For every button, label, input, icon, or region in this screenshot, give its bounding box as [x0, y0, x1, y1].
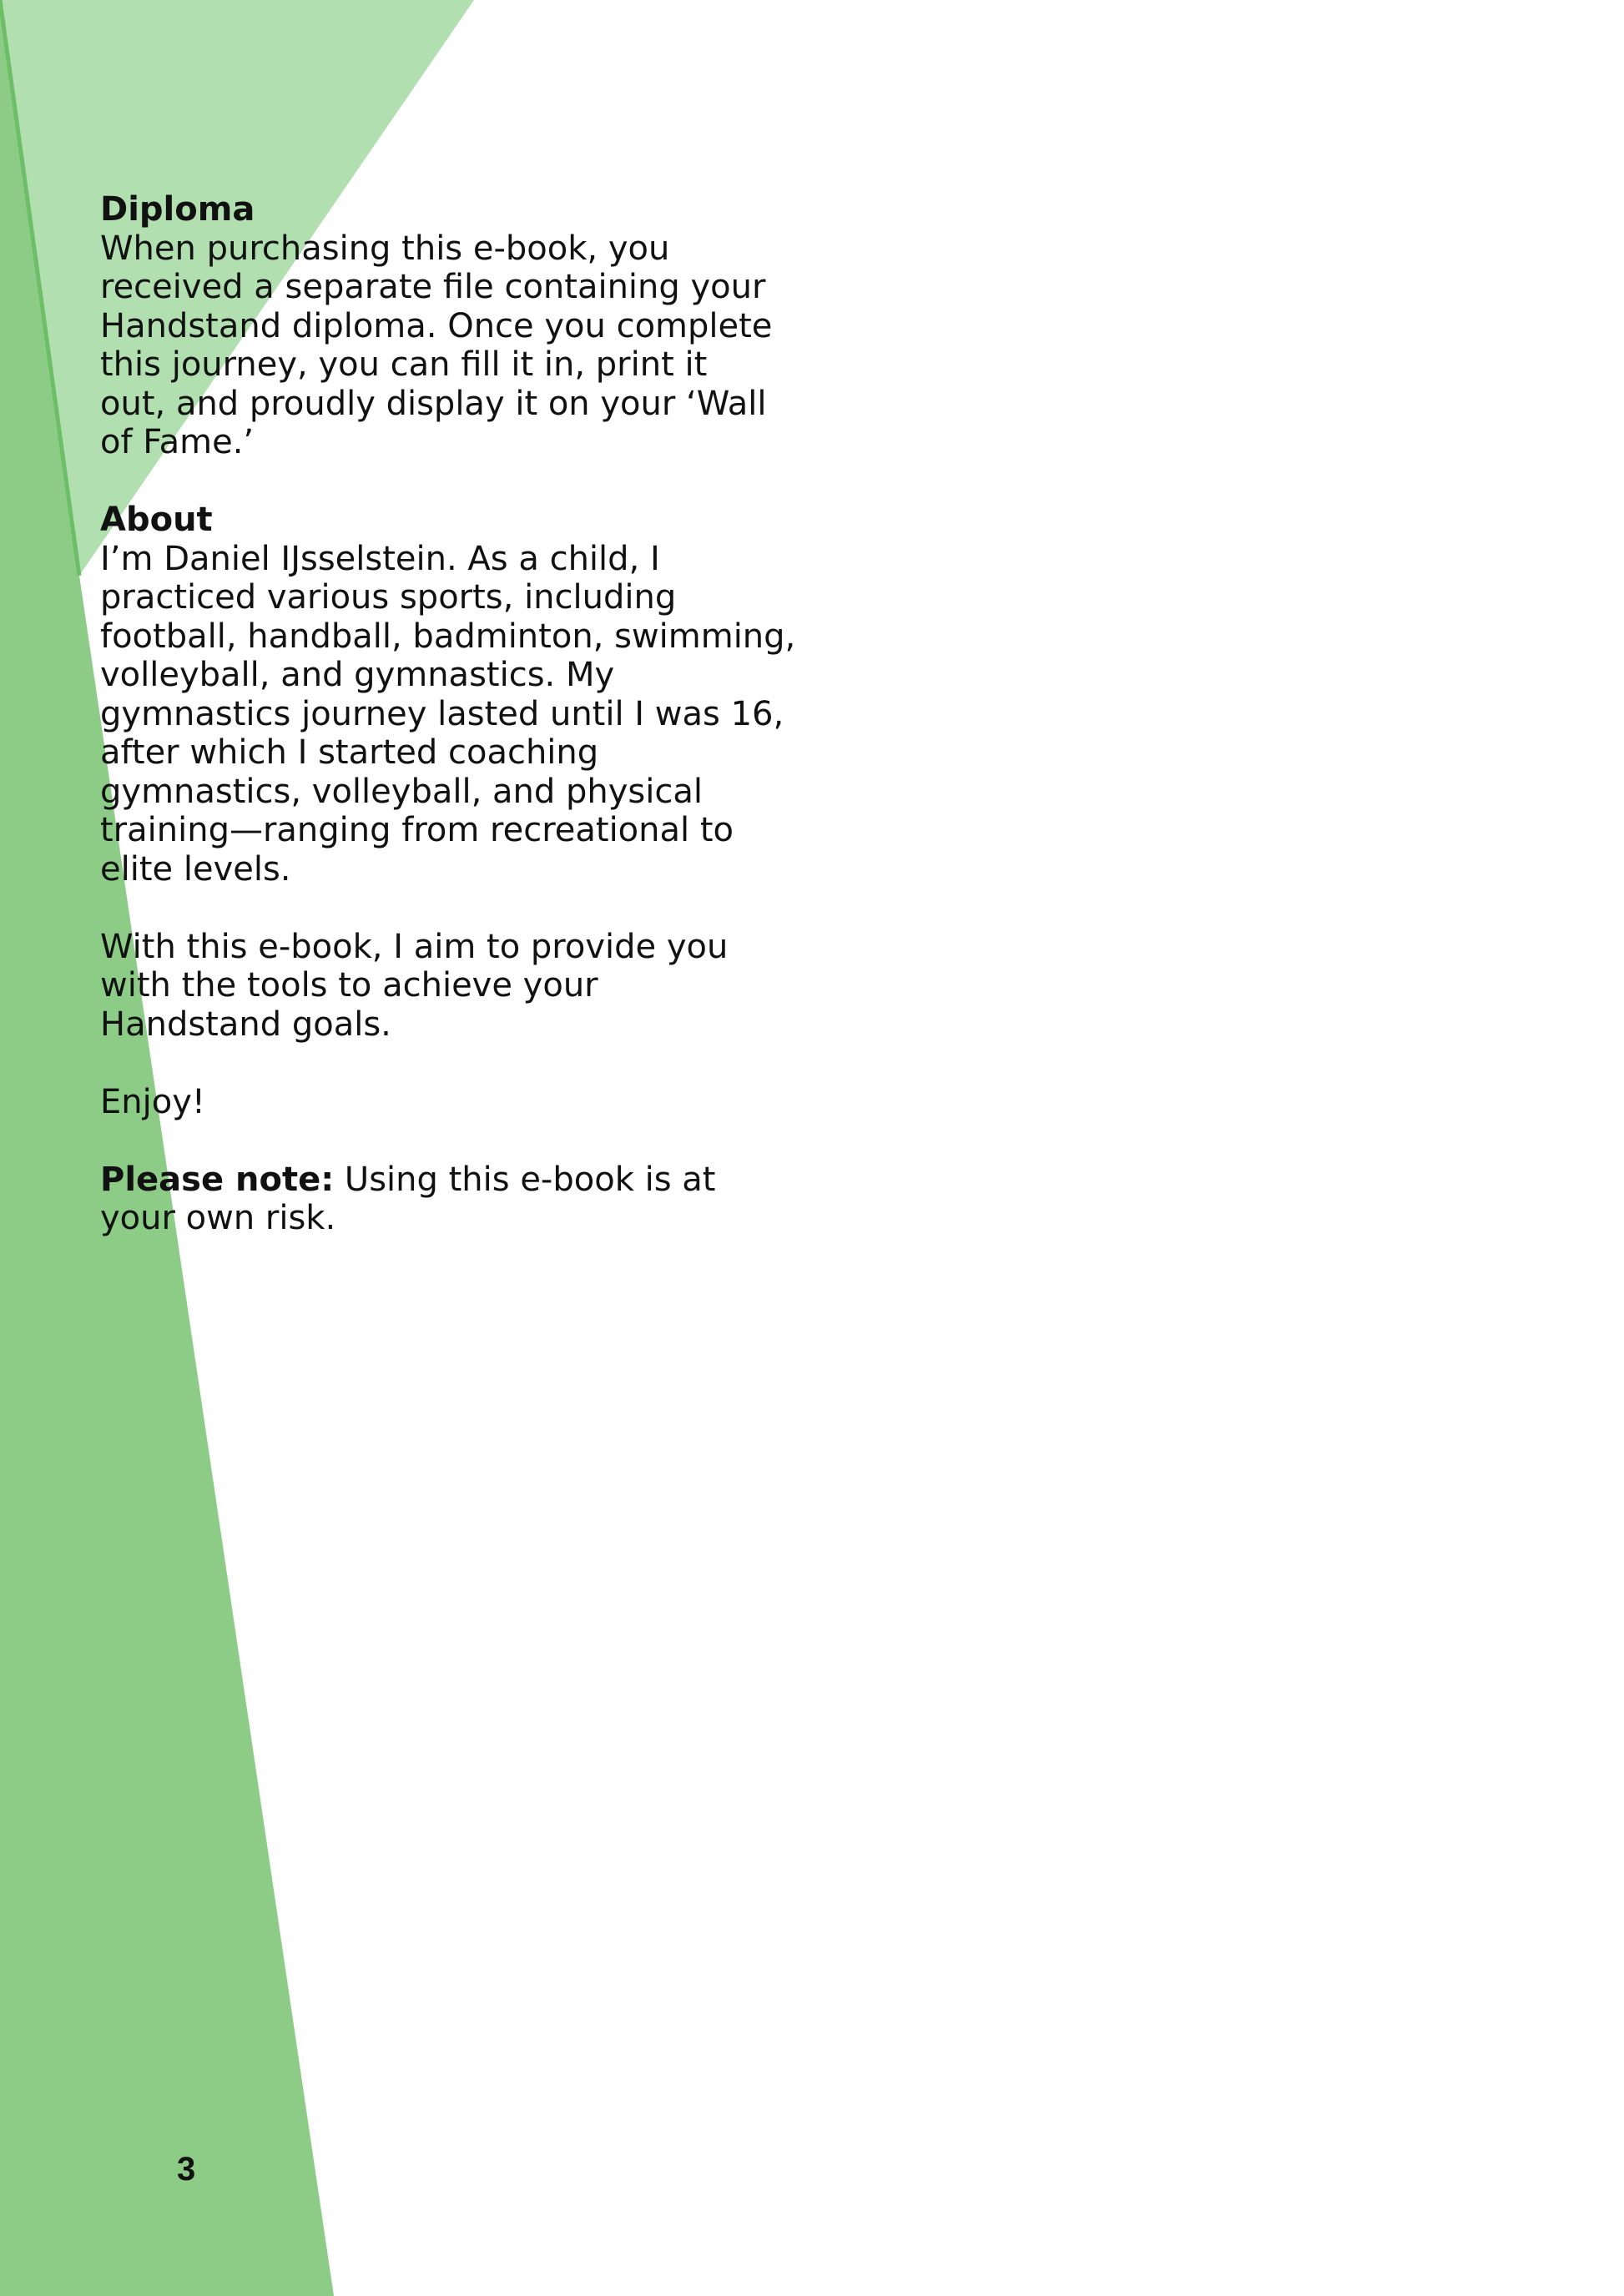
- note-text: Using this e-book is at your own risk.: [100, 1160, 716, 1237]
- note-paragraph: [100, 1161, 835, 1238]
- enjoy-paragraph: Enjoy!: [100, 1082, 205, 1121]
- diploma-heading: Diploma: [100, 190, 255, 229]
- note-label: Please note:: [100, 1160, 335, 1199]
- page-number: 3: [177, 2151, 196, 2188]
- about-body: I’m Daniel IJsselstein. As a child, I practiced various sports, including football, handball, badminton, swimming, volleyball, and gymnastics. My gymnastics journey lasted until I was 16, after which I started coaching gymnastics, volleyball, and physical training—ranging from recreational to elite levels.: [100, 539, 796, 889]
- aim-paragraph: With this e-book, I aim to provide you with the tools to achieve your Handstand goals.: [100, 927, 729, 1044]
- page-content: [100, 190, 835, 1276]
- diploma-body: When purchasing this e-book, you received a separate file containing your Handstand diploma. Once you complete this journey, you can fill it in, print it out, and proudly display it on your ‘Wall of Fame.’: [100, 229, 773, 461]
- about-heading: About: [100, 501, 213, 539]
- about-section: [100, 501, 835, 889]
- diploma-section: [100, 190, 835, 462]
